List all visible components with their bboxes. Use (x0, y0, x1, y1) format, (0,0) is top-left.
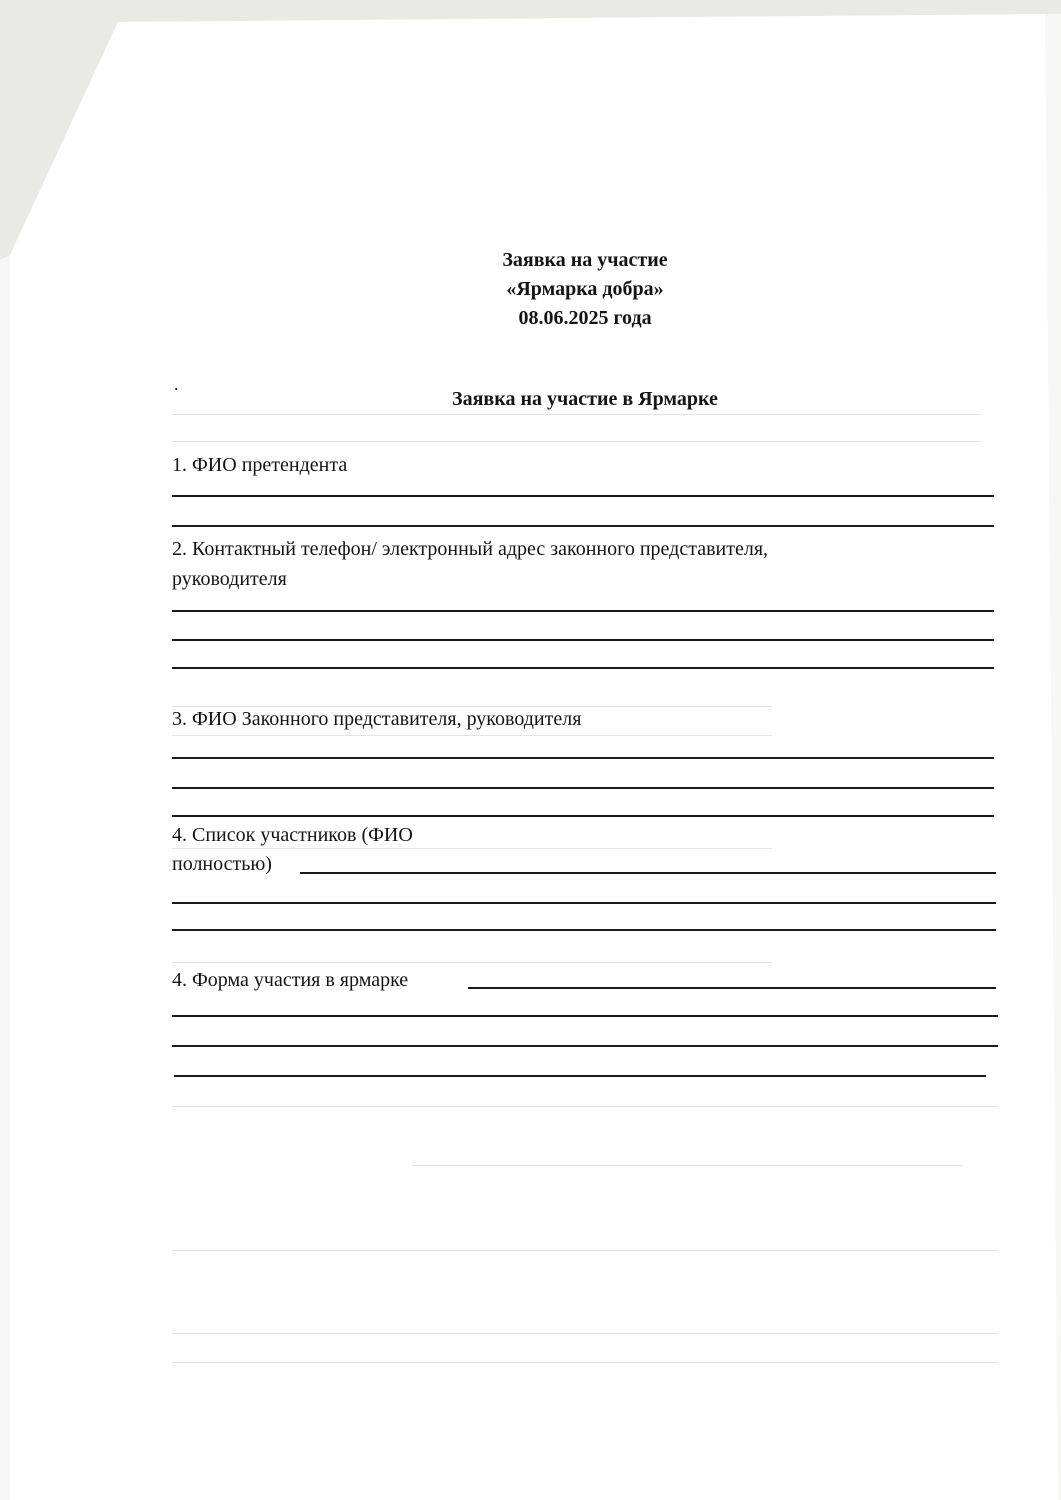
field-3-label: 3. ФИО Законного представителя, руководителя (172, 708, 582, 730)
form-subtitle: Заявка на участие в Ярмарке (452, 388, 718, 410)
field-3-line-3[interactable] (172, 815, 994, 817)
field-5-line-1[interactable] (468, 987, 996, 989)
field-4-label-line-1: 4. Список участников (ФИО (172, 824, 413, 846)
field-1-line-2[interactable] (172, 525, 994, 527)
field-4-line-1[interactable] (300, 872, 996, 874)
field-4-line-2[interactable] (172, 902, 996, 904)
field-5-line-2[interactable] (172, 1015, 998, 1017)
title-line-2: «Ярмарка добра» (506, 278, 664, 300)
field-2-label-line-2: руководителя (172, 568, 287, 590)
stray-dot: . (174, 374, 179, 394)
field-3-line-2[interactable] (172, 787, 994, 789)
field-5-line-3[interactable] (172, 1045, 998, 1047)
field-5-label: 4. Форма участия в ярмарке (172, 969, 409, 991)
field-4-line-3[interactable] (172, 929, 996, 931)
title-line-1: Заявка на участие (502, 249, 668, 271)
form-title (330, 246, 840, 333)
field-2-line-2[interactable] (172, 639, 994, 641)
field-4-label-line-2: полностью) (172, 853, 272, 875)
field-5-line-4[interactable] (174, 1075, 986, 1077)
title-line-3: 08.06.2025 года (518, 307, 652, 329)
field-1-line-1[interactable] (172, 495, 994, 497)
field-1-label: 1. ФИО претендента (172, 454, 348, 476)
field-2-line-1[interactable] (172, 610, 994, 612)
field-3-line-1[interactable] (172, 757, 994, 759)
field-2-line-3[interactable] (172, 667, 994, 669)
field-2-label-line-1: 2. Контактный телефон/ электронный адрес законного представителя, (172, 538, 769, 560)
